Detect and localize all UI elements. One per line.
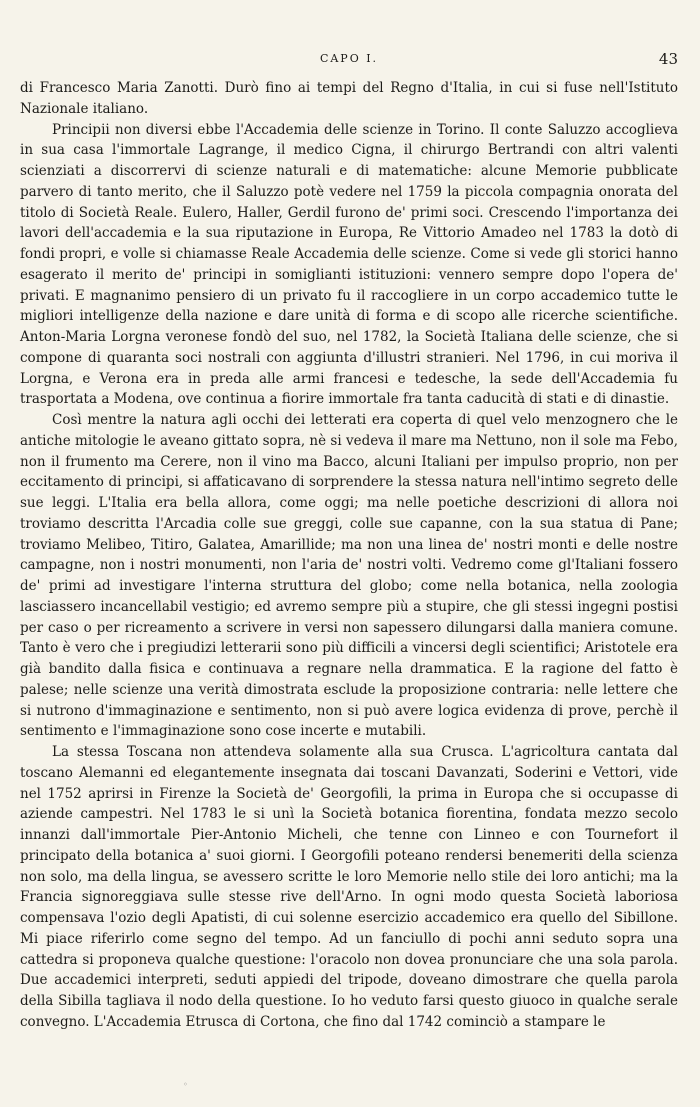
body-text xyxy=(20,78,678,1033)
page-header xyxy=(20,52,678,72)
paragraph-torino-academy: Principii non diversi ebbe l'Accademia delle scienze in Torino. Il conte Saluzzo accoglieva in sua casa l'immortale Lagrange, il medico Cigna, il chirurgo Bertrandi con altri valenti scienziati a discorrervi di scienze naturali e di matematiche: alcune Memorie pubblicate parvero di tanto merito, che il Saluzzo potè vedere nel 1759 la piccola compagnia onorata del titolo di Società Reale. Eulero, Haller, Gerdil furono de' primi soci. Crescendo l'importanza dei lavori dell'accademia e la sua riputazione in Europa, Re Vittorio Amadeo nel 1783 la dotò di fondi propri, e volle si chiamasse Reale Accademia delle scienze. Come si vede gli storici hanno esagerato il merito de' principi in somiglianti istituzioni: vennero sempre dopo l'opera de' privati. E magnanimo pensiero di un privato fu il raccogliere in un corpo accademico tutte le migliori intelligenze della nazione e dare unità di forma e di scopo alle ricerche scientifiche. Anton-Maria Lorgna veronese fondò del suo, nel 1782, la Società Italiana delle scienze, che si compone di quaranta soci nostrali con aggiunta d'illustri stranieri. Nel 1796, in cui moriva il Lorgna, e Verona era in preda alle armi francesi e tedesche, la sede dell'Accademia fu trasportata a Modena, ove continua a fiorire immortale fra tanta caducità di stati e di dinastie. xyxy=(20,121,678,408)
paragraph-nature-and-letters: Così mentre la natura agli occhi dei letterati era coperta di quel velo menzognero che le antiche mitologie le aveano gittato sopra, nè si vedeva il mare ma Nettuno, non il sole ma Febo, non il frumento ma Cerere, non il vino ma Bacco, alcuni Italiani per impulso proprio, non per eccitamento di principi, si affaticavano di sorprendere la stessa natura nell'intimo segreto delle sue leggi. L'Italia era bella allora, come oggi; ma nelle poetiche descrizioni di allora noi troviamo descritta l'Arcadia colle sue greggi, colle sue capanne, con la sua statua di Pane; troviamo Melibeo, Titiro, Galatea, Amarillide; ma non una linea de' nostri monti e delle nostre campagne, non i nostri monumenti, non l'aria de' nostri volti. Vedremo come gl'Italiani fossero de' primi ad investigare l'interna struttura del globo; come nella botanica, nella zoologia lasciassero incancellabil vestigio; ed avremo sempre più a stupire, che gli stessi ingegni postisi per caso o per ricreamento a scrivere in versi non sapessero dilungarsi dalla maniera comune. Tanto è vero che i pregiudizi letterarii sono più difficili a vincersi degli scientifici; Aristotele era già bandito dalla fisica e continuava a regnare nella drammatica. E la ragione del fatto è palese; nelle scienze una verità dimostrata esclude la proposizione contraria: nelle lettere che si nutrono d'immaginazione e sentimento, non si può avere logica evidenza di prove, perchè il sentimento e l'immaginazione sono cose incerte e mutabili. xyxy=(20,412,678,740)
footer-mark: ◦ xyxy=(183,1080,188,1089)
running-head: CAPO I. xyxy=(319,52,379,65)
page-number: 43 xyxy=(658,50,678,68)
paragraph-continuation: di Francesco Maria Zanotti. Durò fino ai tempi del Regno d'Italia, in cui si fuse nell'Istituto Nazionale italiano. xyxy=(20,80,678,117)
paragraph-toscana: La stessa Toscana non attendeva solamente alla sua Crusca. L'agricoltura cantata dal toscano Alemanni ed elegantemente insegnata dai toscani Davanzati, Soderini e Vettori, vide nel 1752 aprirsi in Firenze la Società de' Georgofili, la prima in Europa che si occupasse di aziende campestri. Nel 1783 le si unì la Società botanica fiorentina, fondata mezzo secolo innanzi dall'immortale Pier-Antonio Micheli, che tenne con Linneo e con Tournefort il principato della botanica a' suoi giorni. I Georgofili poteano rendersi benemeriti della scienza non solo, ma della lingua, se avessero scritte le loro Memorie nello stile dei loro antichi; ma la Francia signoreggiava sulle stesse rive dell'Arno. In ogni modo questa Società laboriosa compensava l'ozio degli Apatisti, di cui solenne esercizio accademico era quello del Sibillone. Mi piace riferirlo come segno del tempo. Ad un fanciullo di pochi anni seduto sopra una cattedra si proponeva qualche questione: l'oracolo non dovea pronunciare che una sola parola. Due accademici interpreti, seduti appiedi del tripode, doveano dimostrare che quella parola della Sibilla tagliava il nodo della questione. Io ho veduto farsi questo giuoco in qualche serale convegno. L'Accademia Etrusca di Cortona, che fino dal 1742 cominciò a stampare le xyxy=(20,744,678,1030)
